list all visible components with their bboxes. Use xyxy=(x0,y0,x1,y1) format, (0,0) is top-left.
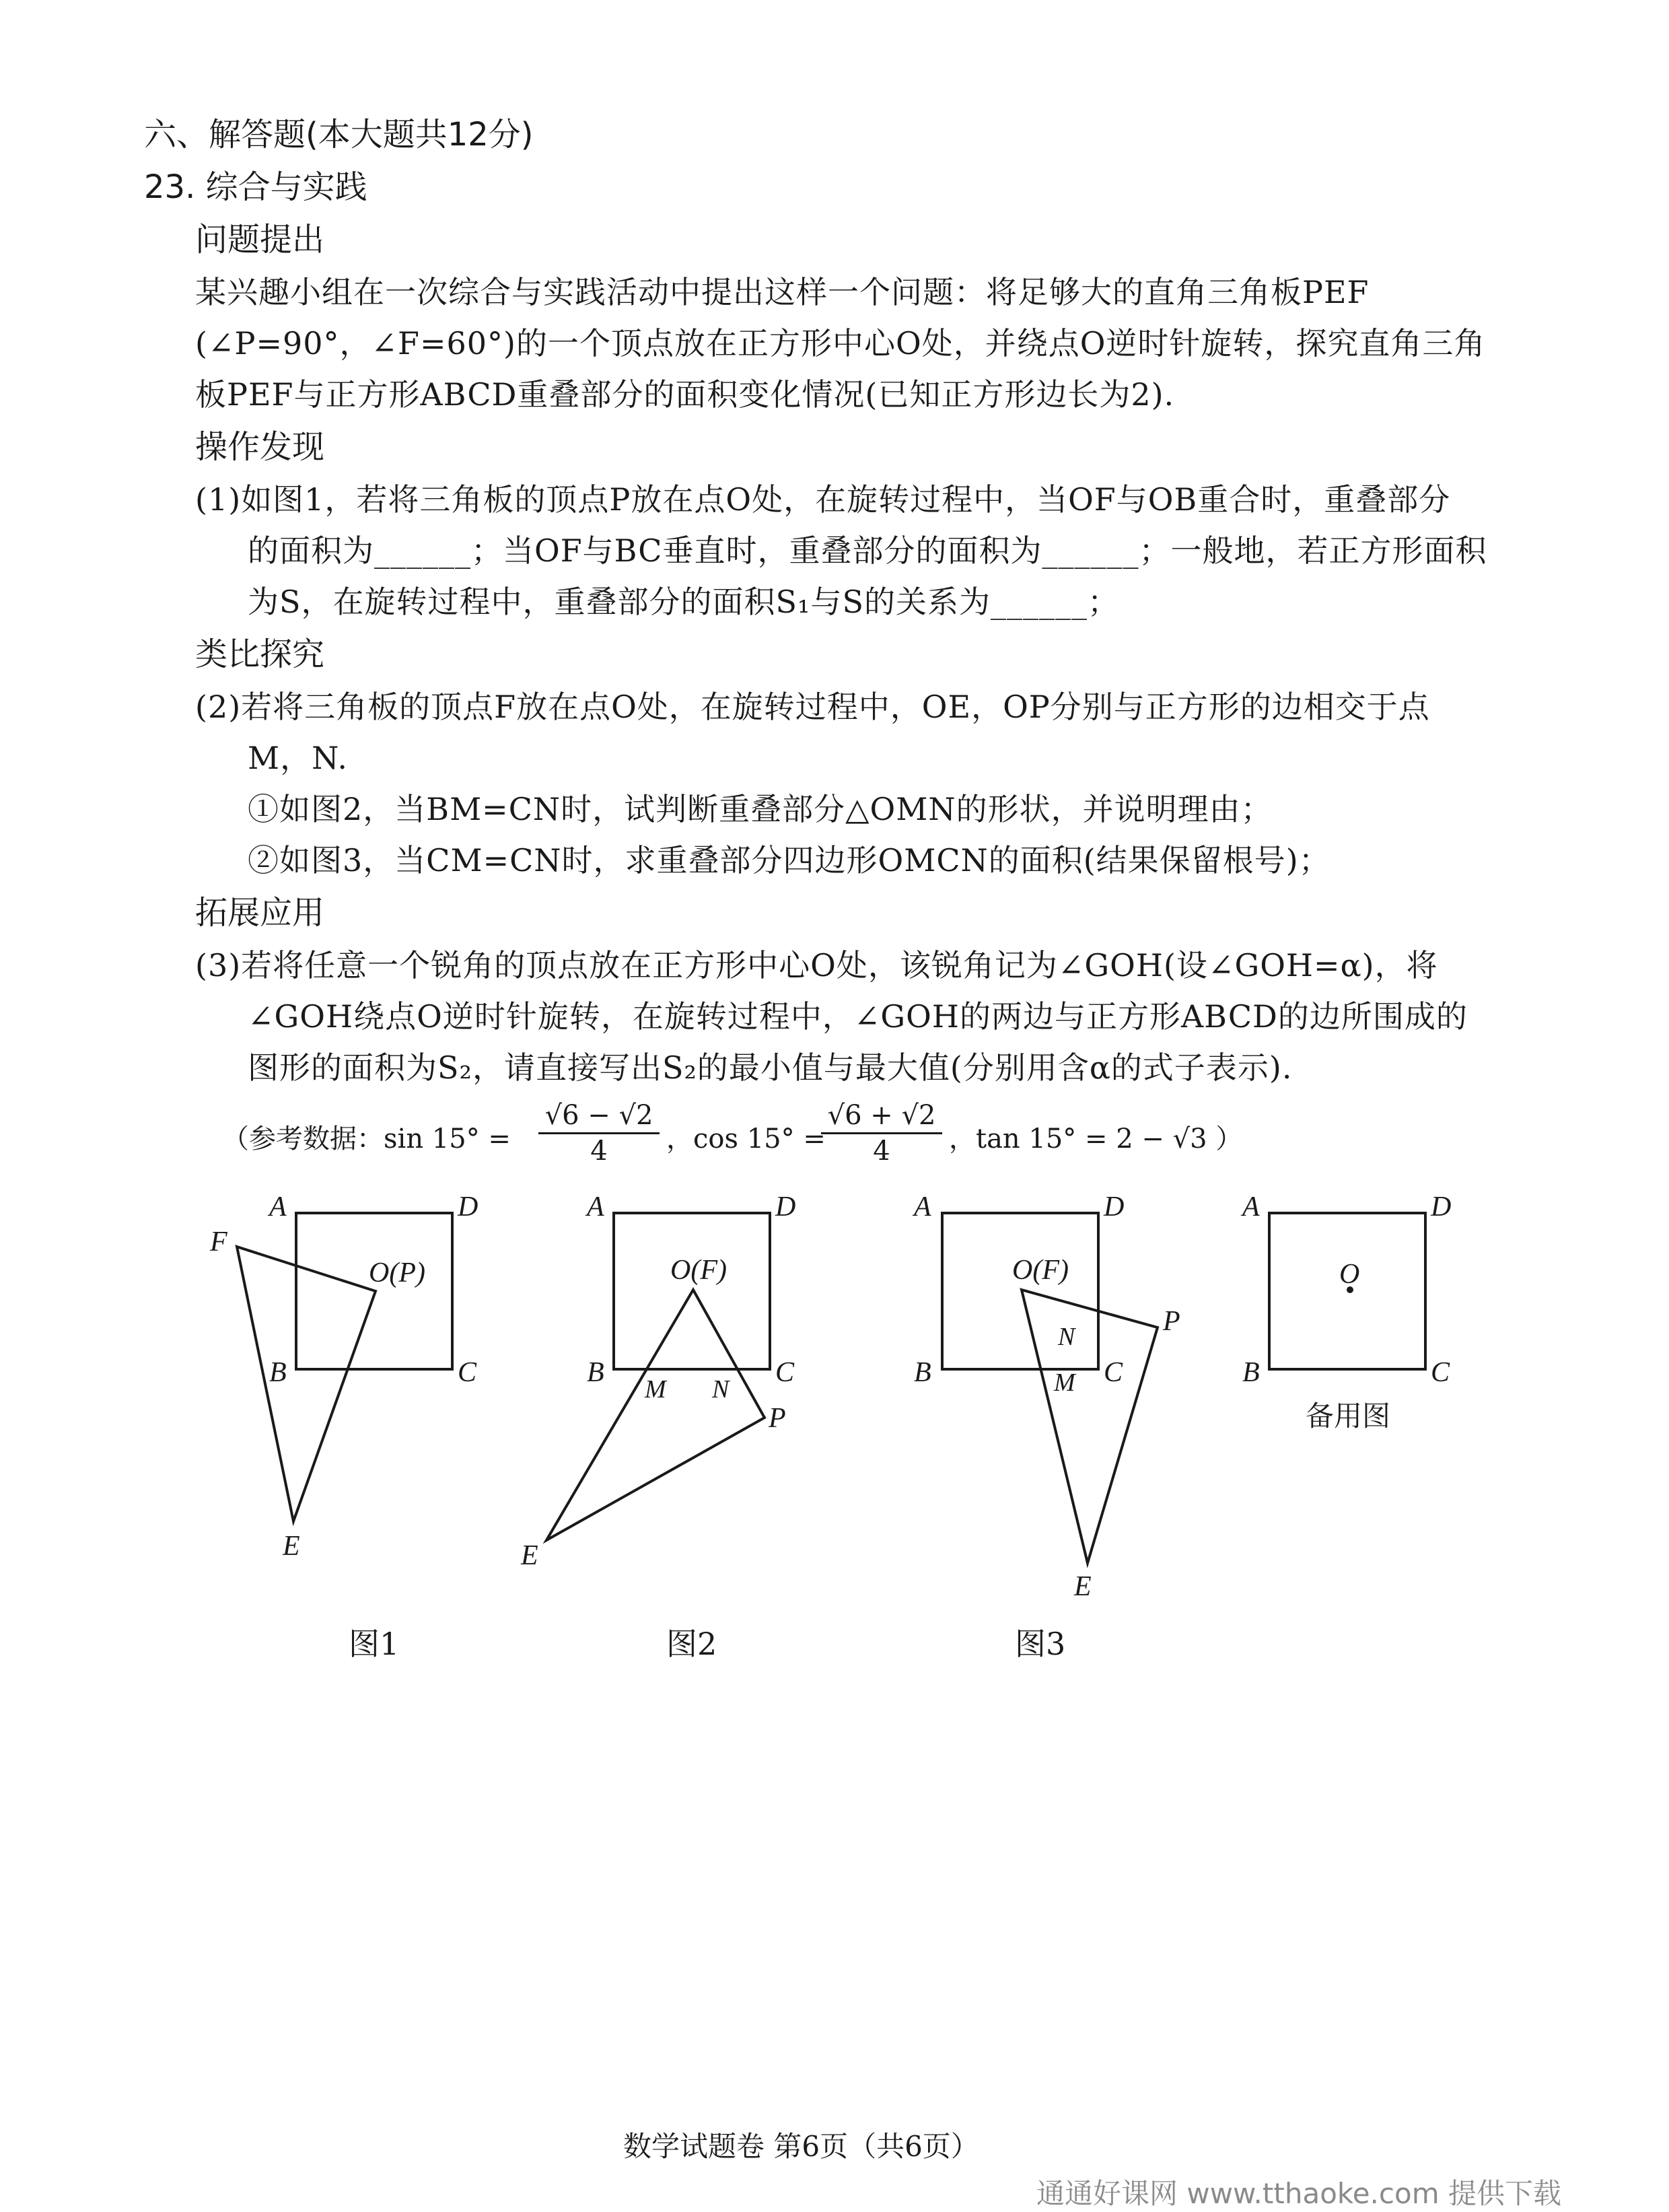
fig1-label-e: E xyxy=(283,1531,300,1562)
fig2-label-d: D xyxy=(775,1191,796,1222)
part2-line-4: ②如图3，当CM=CN时，求重叠部分四边形OMCN的面积(结果保留根号)； xyxy=(248,842,1330,878)
fig3-triangle xyxy=(1022,1290,1158,1563)
fig2-label-b: B xyxy=(587,1357,604,1388)
fig2-label-a: A xyxy=(587,1191,604,1222)
fig3-label-m: M xyxy=(1054,1369,1075,1397)
subheading-problem: 问题提出 xyxy=(195,221,325,258)
part3-line-1: (3)若将任意一个锐角的顶点放在正方形中心O处，该锐角记为∠GOH(设∠GOH=α)，将 xyxy=(195,947,1438,983)
fig4-label-b: B xyxy=(1242,1357,1260,1388)
subheading-analogy: 类比探究 xyxy=(195,635,325,673)
figures-svg xyxy=(0,1171,1669,1777)
fig4-label-d: D xyxy=(1431,1191,1452,1222)
sin15-fraction xyxy=(538,1099,660,1168)
part1-line-2: 的面积为______；当OF与BC垂直时，重叠部分的面积为______；一般地，若正方形面积 xyxy=(248,532,1487,569)
cos15-numerator: √6 + √2 xyxy=(821,1099,942,1134)
page-footer: 数学试题卷 第6页（共6页） xyxy=(623,2130,979,2163)
subheading-extension: 拓展应用 xyxy=(195,894,325,932)
fig2-label-o: O(F) xyxy=(670,1255,727,1286)
fig2-label-m: M xyxy=(645,1375,666,1404)
fig3-label-o: O(F) xyxy=(1012,1255,1069,1286)
fig4-label-o: O xyxy=(1339,1259,1360,1290)
fig2-caption: 图2 xyxy=(666,1626,717,1662)
fig2-label-n: N xyxy=(712,1375,730,1404)
fig3-label-c: C xyxy=(1104,1357,1123,1388)
fig4-label-c: C xyxy=(1431,1357,1450,1388)
fig2-label-e: E xyxy=(521,1540,538,1571)
fig1-triangle xyxy=(237,1247,376,1521)
subheading-operation: 操作发现 xyxy=(195,428,325,466)
sin15-denominator: 4 xyxy=(590,1136,608,1167)
cos15-denominator: 4 xyxy=(873,1136,890,1167)
part1-line-3: 为S，在旋转过程中，重叠部分的面积S₁与S的关系为______； xyxy=(248,584,1119,620)
part2-line-3: ①如图2，当BM=CN时，试判断重叠部分△OMN的形状，并说明理由； xyxy=(248,791,1273,827)
cos15-fraction xyxy=(821,1099,942,1168)
ref-tan: ，tan 15° = 2 − √3 ） xyxy=(949,1124,1243,1154)
fig3-label-n: N xyxy=(1058,1323,1075,1351)
question-heading: 23. 综合与实践 xyxy=(144,168,367,206)
watermark: 通通好课网 www.tthaoke.com 提供下载 xyxy=(1036,2177,1561,2210)
fig3-label-d: D xyxy=(1104,1191,1125,1222)
fig4-caption: 备用图 xyxy=(1306,1399,1391,1432)
part3-line-2: ∠GOH绕点O逆时针旋转，在旋转过程中，∠GOH的两边与正方形ABCD的边所围成的 xyxy=(248,998,1468,1035)
section-title: 六、解答题(本大题共12分) xyxy=(144,116,534,153)
part2-line-2: M，N. xyxy=(248,740,349,776)
fig1-label-a: A xyxy=(269,1191,287,1222)
intro-line-3: 板PEF与正方形ABCD重叠部分的面积变化情况(已知正方形边长为2). xyxy=(195,376,1175,413)
fig3-caption: 图3 xyxy=(1015,1626,1066,1662)
fig3-label-a: A xyxy=(914,1191,931,1222)
part2-line-1: (2)若将三角板的顶点F放在点O处，在旋转过程中，OE，OP分别与正方形的边相交于点 xyxy=(195,689,1430,725)
part1-line-1: (1)如图1，若将三角板的顶点P放在点O处，在旋转过程中，当OF与OB重合时，重叠部分 xyxy=(195,481,1451,518)
fig1-label-b: B xyxy=(269,1357,287,1388)
fig1-label-f: F xyxy=(210,1226,227,1257)
fig2-triangle xyxy=(546,1290,765,1540)
ref-cos-label: ，cos 15° = xyxy=(666,1124,826,1154)
fig2-label-c: C xyxy=(775,1357,795,1388)
intro-line-1: 某兴趣小组在一次综合与实践活动中提出这样一个问题：将足够大的直角三角板PEF xyxy=(195,274,1370,310)
fig1-label-d: D xyxy=(458,1191,478,1222)
fig3-label-p: P xyxy=(1163,1306,1180,1337)
fig3-label-b: B xyxy=(914,1357,931,1388)
sin15-numerator: √6 − √2 xyxy=(538,1099,660,1134)
fig1-label-c: C xyxy=(458,1357,477,1388)
part3-line-3: 图形的面积为S₂，请直接写出S₂的最小值与最大值(分别用含α的式子表示). xyxy=(248,1049,1293,1086)
fig3-label-e: E xyxy=(1074,1571,1092,1602)
fig4-label-a: A xyxy=(1242,1191,1260,1222)
fig1-caption: 图1 xyxy=(349,1626,400,1662)
intro-line-2: (∠P=90°，∠F=60°)的一个顶点放在正方形中心O处，并绕点O逆时针旋转，探究直角三角 xyxy=(195,325,1486,361)
ref-prefix: （参考数据：sin 15° = xyxy=(222,1124,511,1154)
fig2-label-p: P xyxy=(769,1403,786,1434)
fig1-label-o: O(P) xyxy=(369,1257,425,1288)
